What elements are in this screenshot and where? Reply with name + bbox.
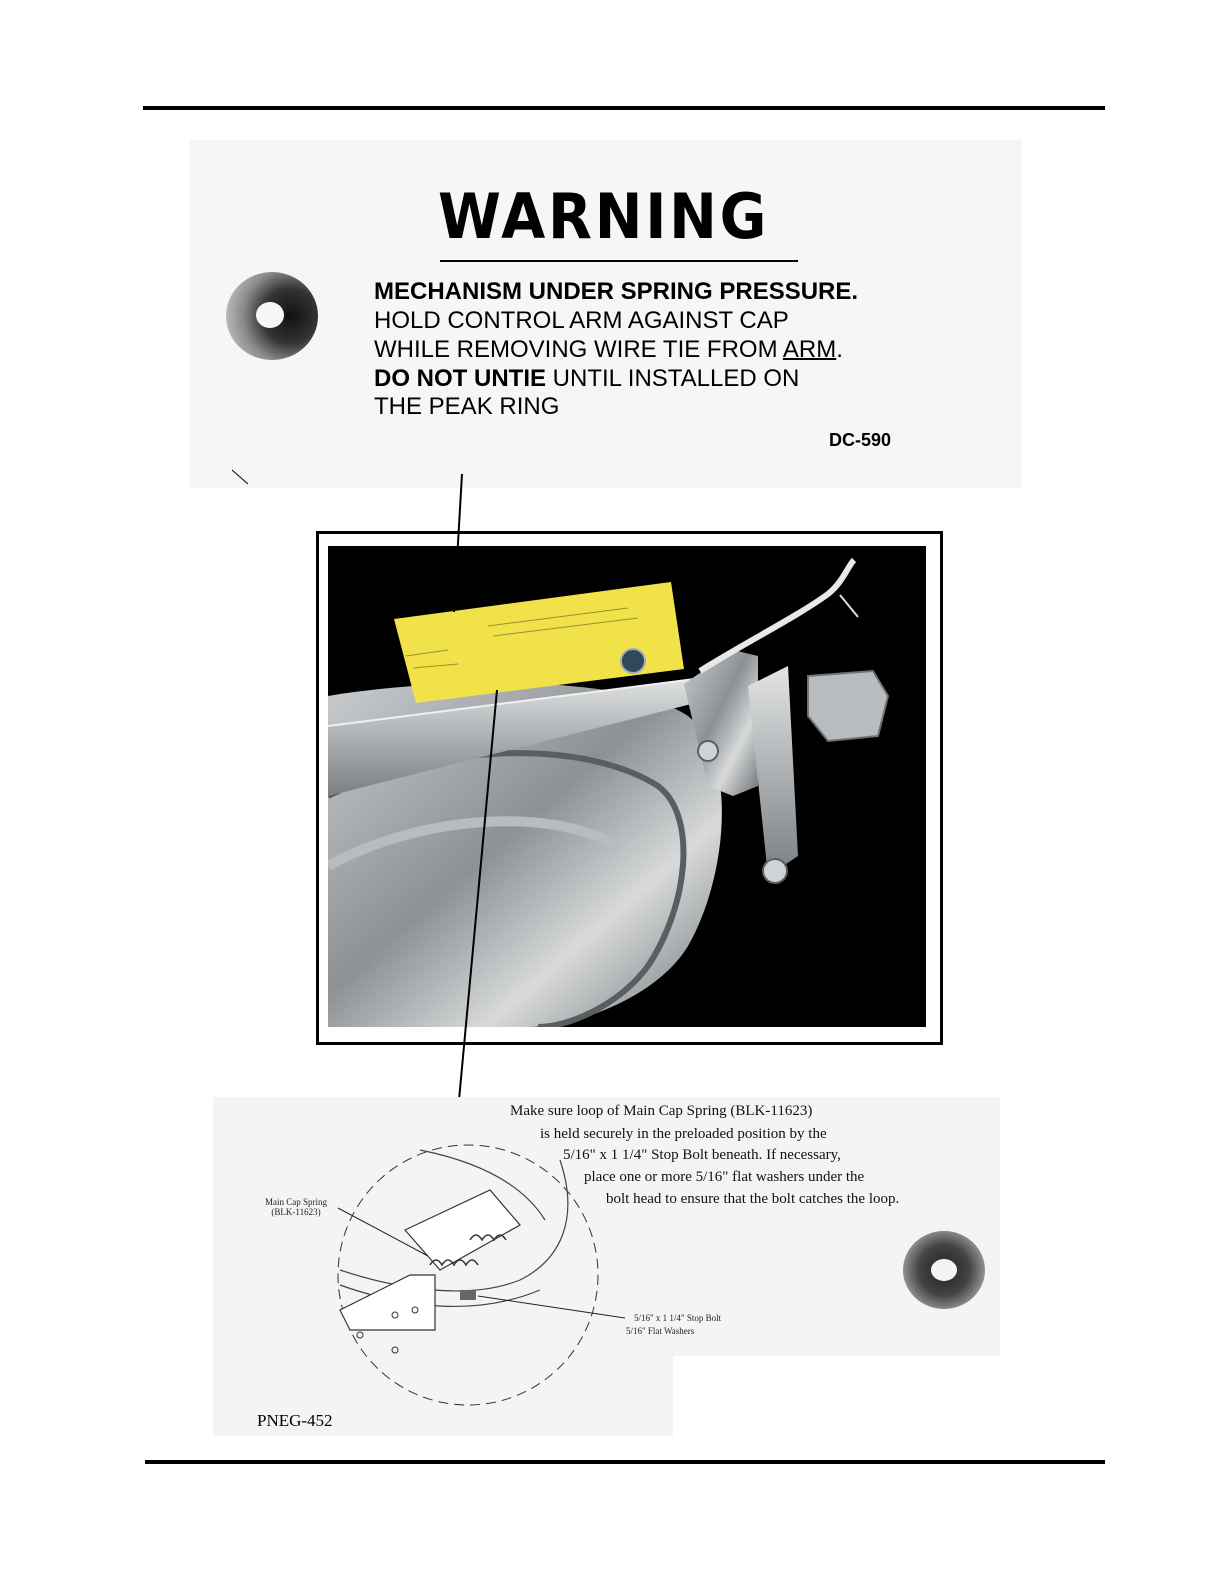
instruction-line-2: is held securely in the preloaded position by the	[540, 1126, 827, 1142]
callout-flat-washers: 5/16" Flat Washers	[626, 1326, 695, 1336]
washer-icon	[903, 1231, 985, 1309]
warning-line-1: MECHANISM UNDER SPRING PRESSURE.	[374, 278, 859, 305]
label-code: DC-590	[829, 430, 892, 450]
instruction-line-5: bolt head to ensure that the bolt catches the loop.	[606, 1191, 900, 1207]
warning-title: WARNING	[438, 180, 770, 253]
instruction-line-3: 5/16" x 1 1/4" Stop Bolt beneath. If necessary,	[563, 1147, 841, 1163]
warning-line-4-text: UNTIL INSTALLED ON	[546, 365, 800, 392]
warning-line-5: THE PEAK RING	[374, 393, 560, 420]
warning-arm-text: ARM	[782, 336, 837, 363]
do-not-untie-text: DO NOT UNTIE	[374, 365, 546, 392]
callout-spring-part: (BLK-11623)	[271, 1206, 321, 1217]
instruction-line-4: place one or more 5/16" flat washers under the	[584, 1169, 865, 1185]
callout-spring-name: Main Cap Spring	[265, 1197, 327, 1207]
warning-line-3-text: WHILE REMOVING WIRE TIE FROM	[374, 336, 783, 363]
warning-line-3-period: .	[836, 336, 843, 363]
instruction-line-1: Make sure loop of Main Cap Spring (BLK-11623)	[510, 1103, 813, 1119]
document-number: PNEG-452	[257, 1411, 333, 1430]
callout-spring	[258, 1198, 334, 1218]
warning-line-2: HOLD CONTROL ARM AGAINST CAP	[374, 307, 789, 334]
bottom-rule	[145, 1460, 1105, 1464]
callout-stop-bolt: 5/16" x 1 1/4" Stop Bolt	[634, 1313, 722, 1323]
